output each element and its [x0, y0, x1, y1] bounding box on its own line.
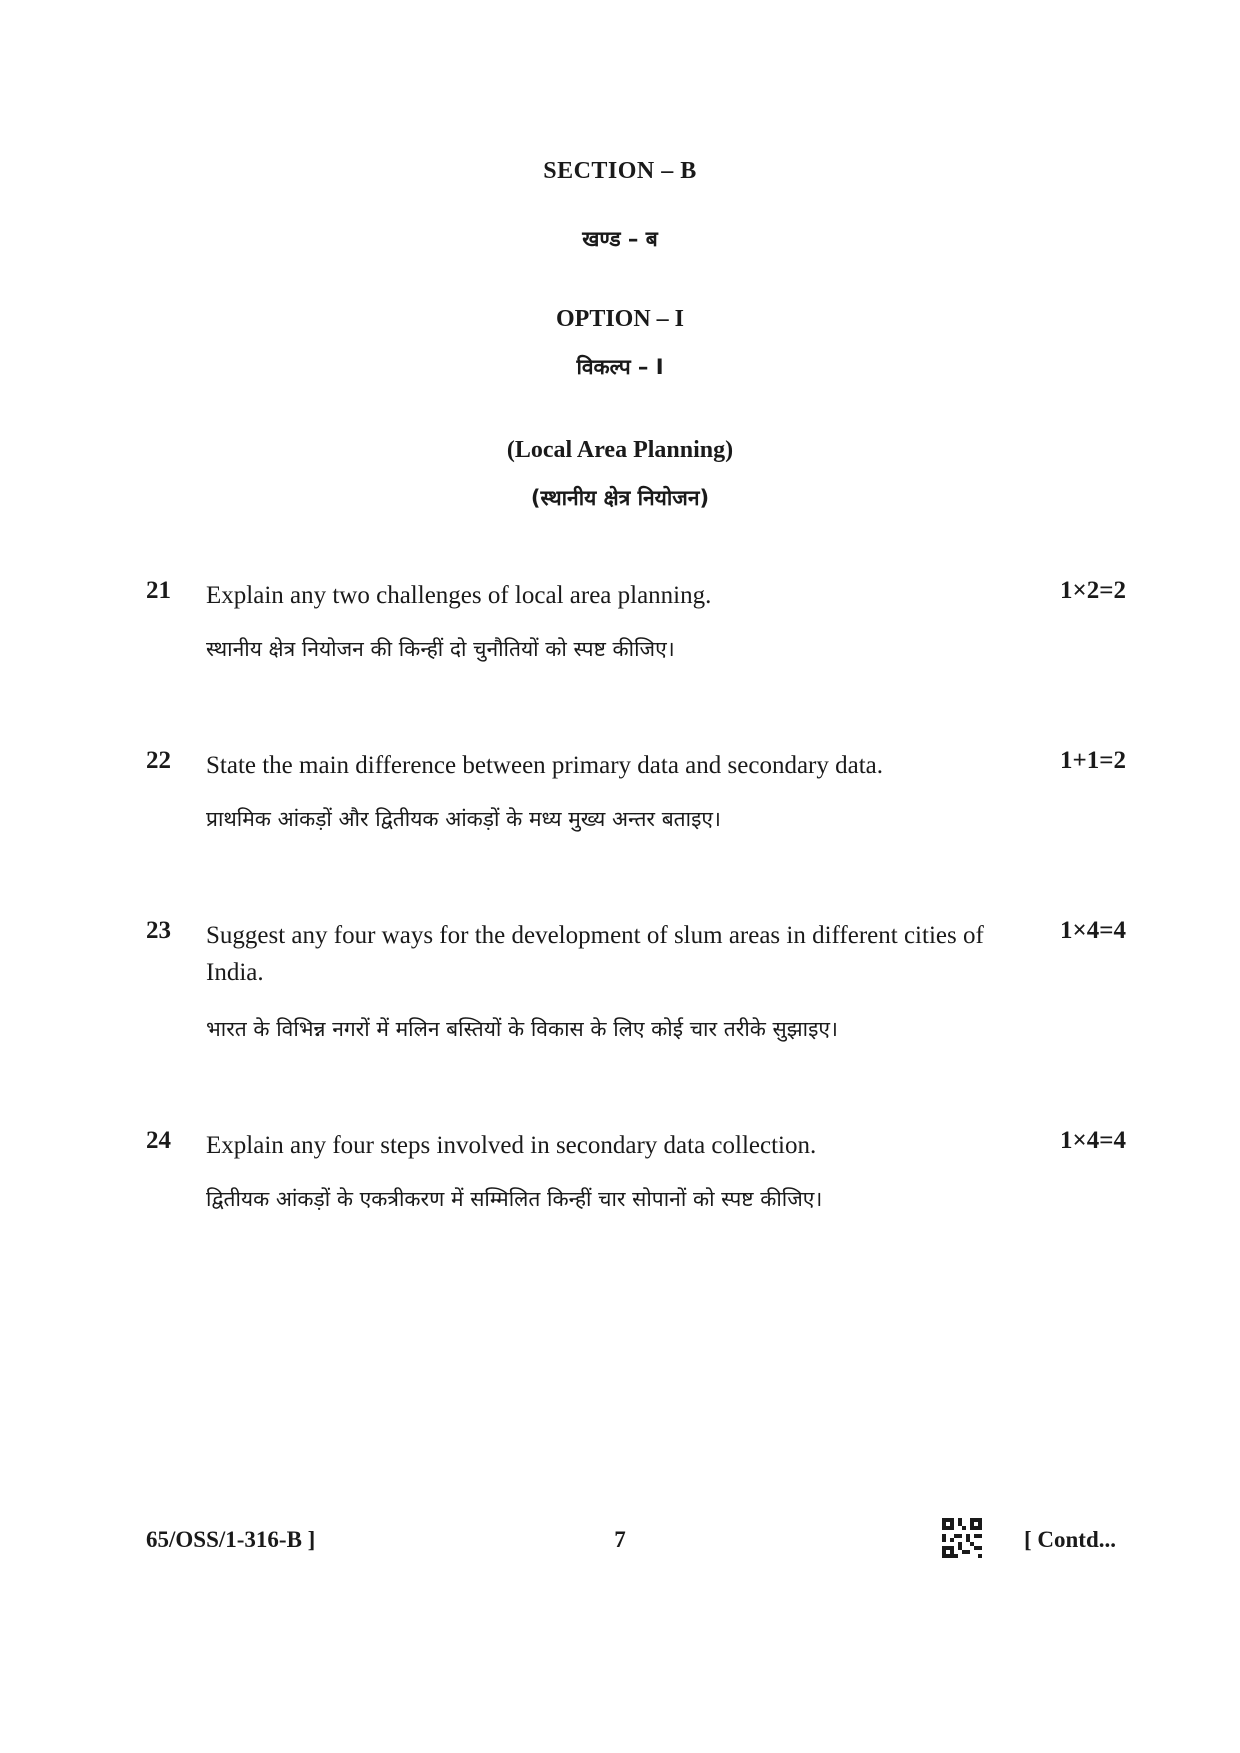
section-title-hindi: खण्ड – ब: [582, 227, 658, 251]
continued-label: [ Contd...: [1023, 1527, 1116, 1552]
qr-code-icon: [942, 1518, 982, 1558]
question-number: 24: [146, 1127, 171, 1154]
option-title: OPTION – I: [555, 306, 684, 332]
option-title-hindi: विकल्प – I: [576, 355, 664, 379]
question-24: [146, 1127, 1126, 1217]
question-text: Suggest any four ways for the development of slum areas in different cities of India.: [206, 922, 984, 986]
question-number: 21: [146, 577, 171, 604]
question-21: [146, 577, 1126, 667]
question-22: [146, 747, 1126, 837]
subject-title: (Local Area Planning): [506, 437, 734, 463]
question-text: Explain any four steps involved in secondary data collection.: [206, 1132, 817, 1159]
paper-code: 65/OSS/1-316-B ]: [146, 1527, 316, 1552]
question-text-hindi: भारत के विभिन्न नगरों में मलिन बस्तियों के विकास के लिए कोई चार तरीके सुझाइए।: [206, 1017, 838, 1041]
question-number: 23: [146, 917, 171, 944]
question-text-hindi: स्थानीय क्षेत्र नियोजन की किन्हीं दो चुनौतियों को स्पष्ट कीजिए।: [206, 637, 675, 661]
question-marks: 1+1=2: [1060, 747, 1126, 774]
question-text-hindi: द्वितीयक आंकड़ों के एकत्रीकरण में सम्मिलित किन्हीं चार सोपानों को स्पष्ट कीजिए।: [206, 1187, 823, 1211]
question-23: [146, 917, 1126, 1047]
subject-title-hindi: (स्थानीय क्षेत्र नियोजन): [530, 486, 710, 510]
question-number: 22: [146, 747, 171, 774]
question-text: State the main difference between primary data and secondary data.: [206, 752, 884, 779]
question-text-hindi: प्राथमिक आंकड़ों और द्वितीयक आंकड़ों के मध्य मुख्य अन्तर बताइए।: [206, 807, 721, 831]
question-marks: 1×2=2: [1060, 577, 1126, 604]
section-title: SECTION – B: [543, 158, 697, 184]
question-marks: 1×4=4: [1060, 917, 1126, 944]
page-number: 7: [614, 1527, 626, 1552]
question-marks: 1×4=4: [1060, 1127, 1126, 1154]
question-text: Explain any two challenges of local area planning.: [206, 582, 712, 609]
